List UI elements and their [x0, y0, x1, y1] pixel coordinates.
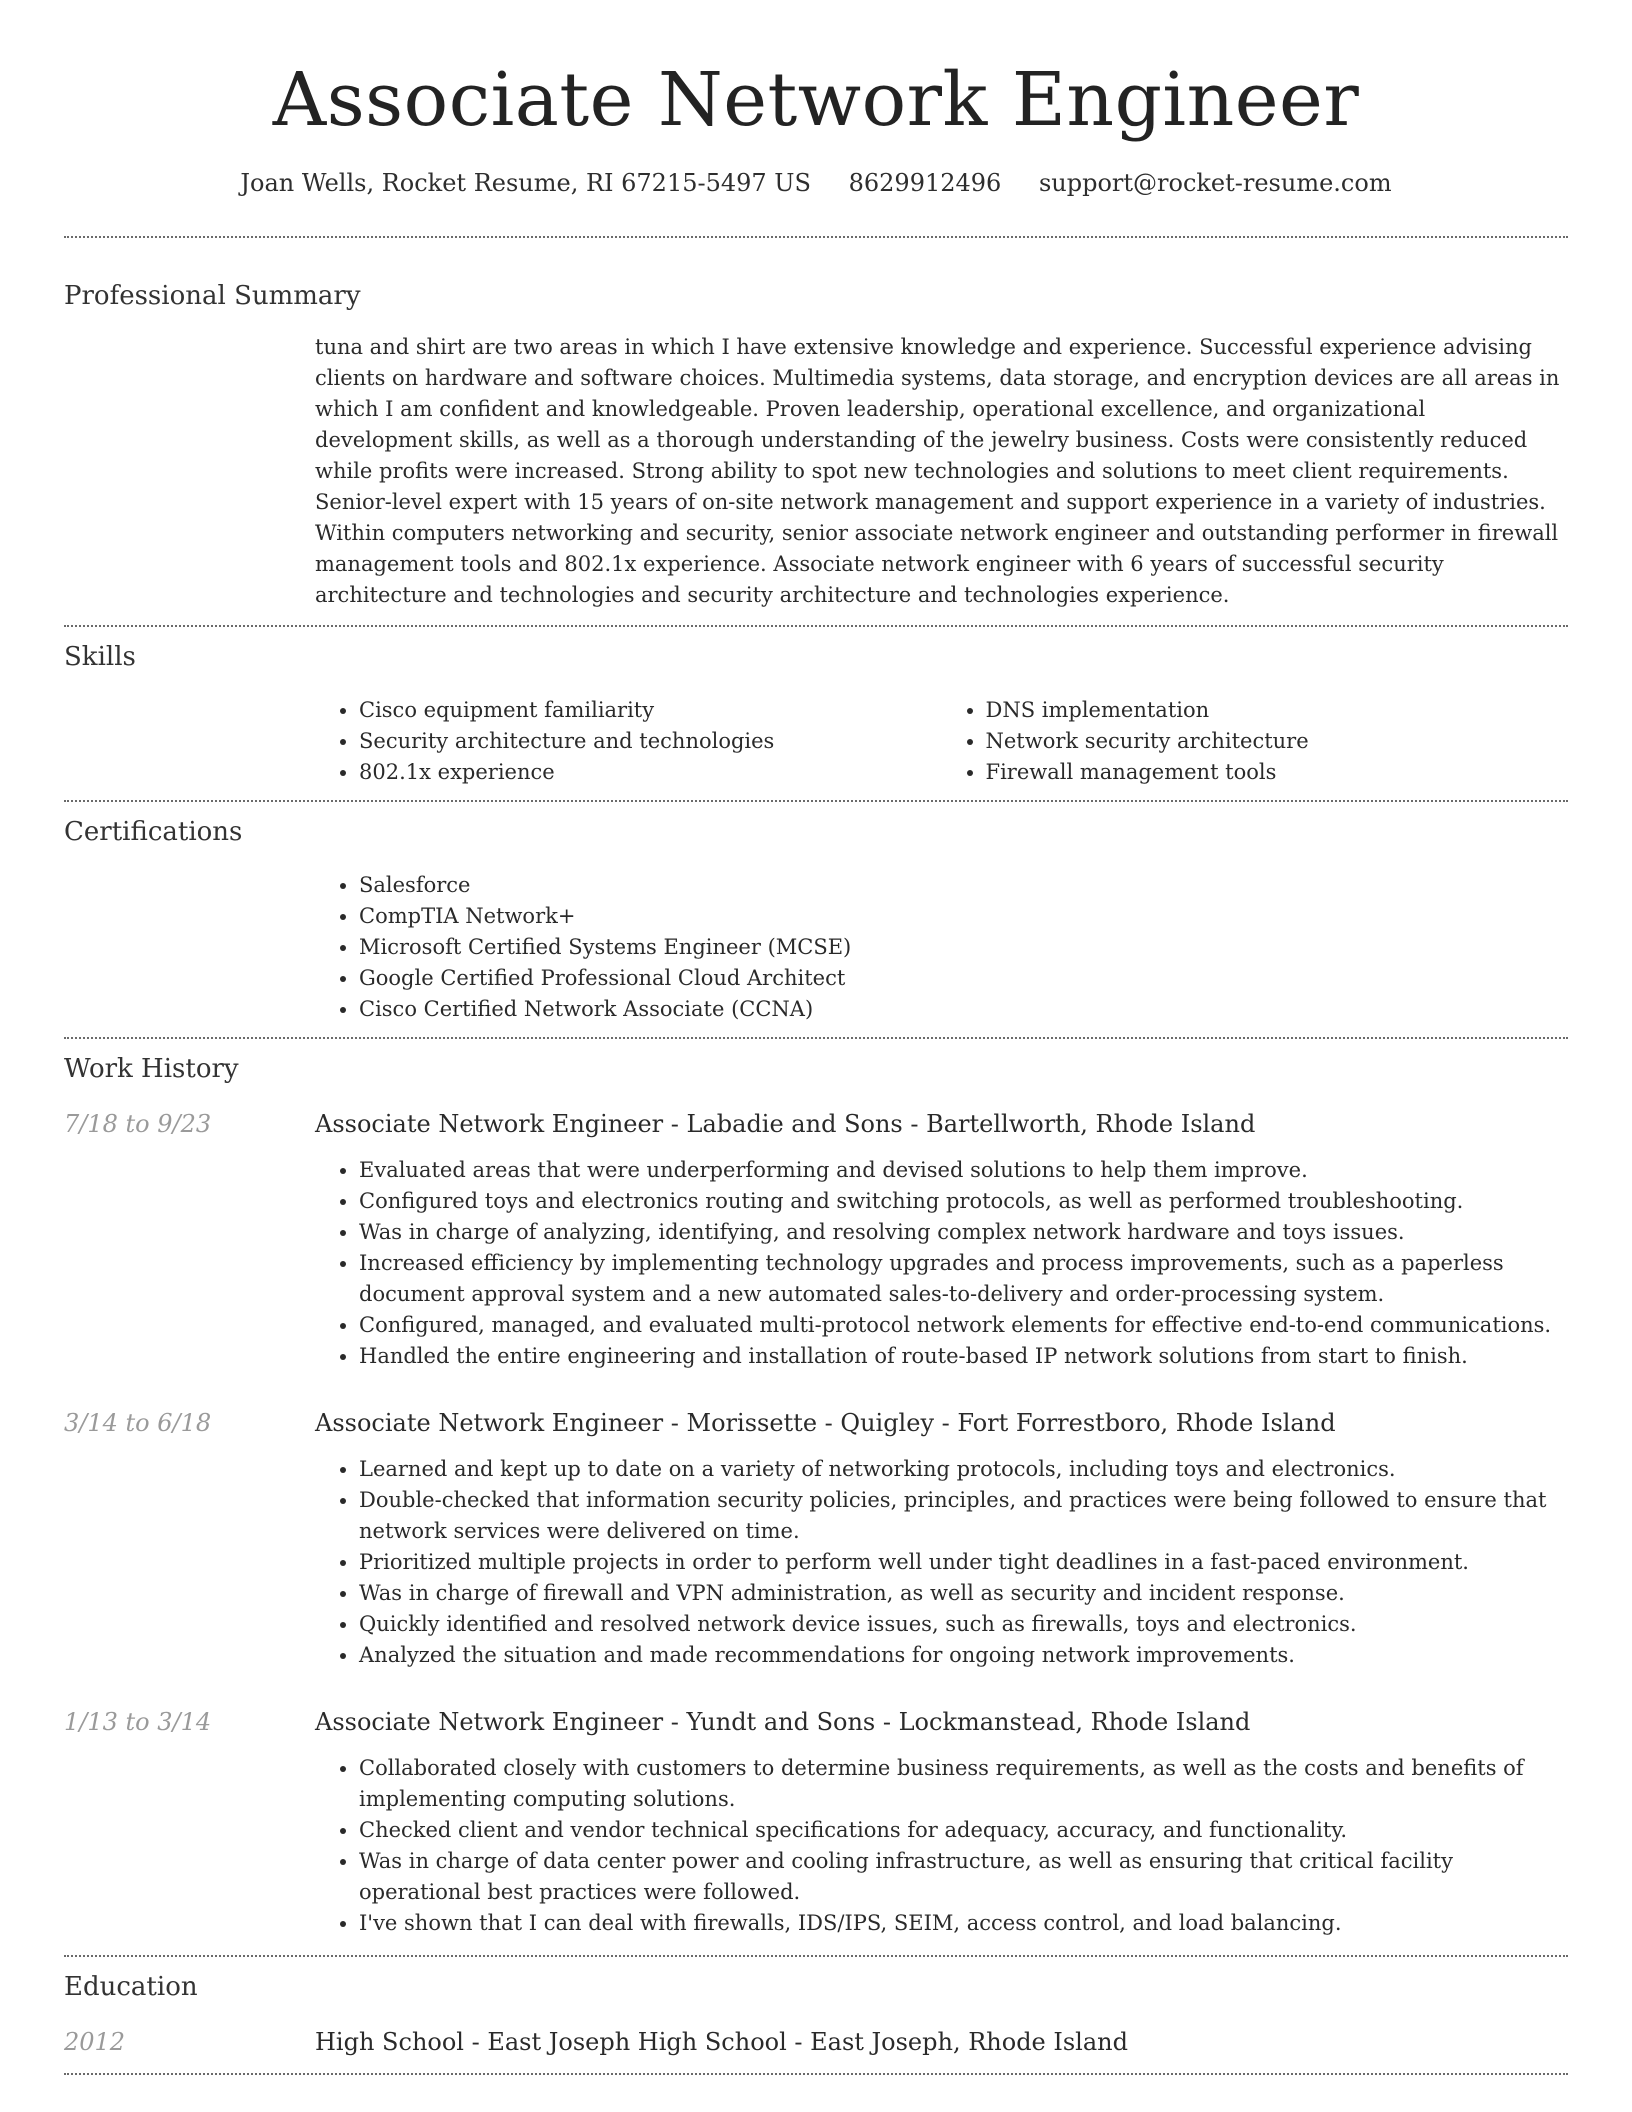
job-bullet: • Was in charge of firewall and VPN administration, as well as security and incident response. [359, 1578, 1568, 1609]
skill-item: • Cisco equipment familiarity [359, 695, 942, 726]
job-bullet: • Was in charge of analyzing, identifying, and resolving complex network hardware and toys issues. [359, 1217, 1568, 1248]
job-bullets [315, 1440, 1568, 1671]
job-bullet: • Quickly identified and resolved network device issues, such as firewalls, toys and electronics. [359, 1609, 1568, 1640]
summary-title: Professional Summary [64, 281, 361, 311]
skill-item: • 802.1x experience [359, 757, 942, 788]
job-dates: 3/14 to 6/18 [64, 1409, 212, 1437]
certification-item: • Cisco Certified Network Associate (CCNA) [359, 994, 1568, 1025]
job-bullet: • Configured toys and electronics routing and switching protocols, as well as performed troubleshooting. [359, 1186, 1568, 1217]
job-bullet: • Learned and kept up to date on a variety of networking protocols, including toys and electronics. [359, 1454, 1568, 1485]
skills-title: Skills [64, 642, 136, 672]
section-divider [64, 2073, 1568, 2075]
certifications-title: Certifications [64, 817, 243, 847]
contact-phone: 8629912496 [848, 169, 1002, 197]
job-heading: Associate Network Engineer - Yundt and Sons - Lockmanstead, Rhode Island [315, 1708, 1251, 1736]
job-bullet: • Increased efficiency by implementing technology upgrades and process improvements, such as a paperless document approval system and a new automated sales-to-delivery and order-processing system. [359, 1248, 1568, 1310]
job-bullet: • I've shown that I can deal with firewalls, IDS/IPS, SEIM, access control, and load balancing. [359, 1908, 1568, 1939]
contact-line [64, 166, 1568, 200]
job-dates: 7/18 to 9/23 [64, 1110, 212, 1138]
skills-list-right [942, 695, 1569, 788]
skill-item: • DNS implementation [986, 695, 1569, 726]
skill-item: • Network security architecture [986, 726, 1569, 757]
summary-section [64, 238, 1568, 625]
education-title: Education [64, 1972, 198, 2002]
skill-item: • Firewall management tools [986, 757, 1569, 788]
certification-item: • Google Certified Professional Cloud Architect [359, 963, 1568, 994]
education-section [64, 1957, 1568, 2073]
job-dates: 1/13 to 3/14 [64, 1708, 212, 1736]
job-bullet: • Collaborated closely with customers to determine business requirements, as well as the costs and benefits of implementing computing solutions. [359, 1753, 1568, 1815]
skills-list-left [315, 695, 942, 788]
job-bullet: • Double-checked that information security policies, principles, and practices were being followed to ensure that network services were delivered on time. [359, 1485, 1568, 1547]
work-history-title: Work History [64, 1054, 239, 1084]
job-bullet: • Evaluated areas that were underperforming and devised solutions to help them improve. [359, 1155, 1568, 1186]
certification-item: • Salesforce [359, 870, 1568, 901]
job-bullet: • Prioritized multiple projects in order to perform well under tight deadlines in a fast-paced environment. [359, 1547, 1568, 1578]
education-year: 2012 [64, 2028, 126, 2056]
resume-header [64, 0, 1568, 200]
skills-section [64, 627, 1568, 800]
job-bullet: • Was in charge of data center power and cooling infrastructure, as well as ensuring that critical facility operational best practices were followed. [359, 1846, 1568, 1908]
job-entry [64, 1087, 1568, 1372]
certification-item: • CompTIA Network+ [359, 901, 1568, 932]
job-bullet: • Configured, managed, and evaluated multi-protocol network elements for effective end-to-end communications. [359, 1310, 1568, 1341]
job-entry [64, 1372, 1568, 1671]
job-heading: Associate Network Engineer - Labadie and Sons - Bartellworth, Rhode Island [315, 1110, 1256, 1138]
education-heading: High School - East Joseph High School - East Joseph, Rhode Island [315, 2028, 1128, 2056]
job-bullet: • Analyzed the situation and made recommendations for ongoing network improvements. [359, 1640, 1568, 1671]
job-bullets [315, 1739, 1568, 1939]
contact-address: Joan Wells, Rocket Resume, RI 67215-5497 US [240, 169, 811, 197]
certification-item: • Microsoft Certified Systems Engineer (MCSE) [359, 932, 1568, 963]
certifications-section [64, 802, 1568, 1037]
job-bullets [315, 1141, 1568, 1372]
certifications-list [315, 870, 1568, 1025]
job-bullet: • Handled the entire engineering and installation of route-based IP network solutions from start to finish. [359, 1341, 1568, 1372]
job-bullet: • Checked client and vendor technical specifications for adequacy, accuracy, and functionality. [359, 1815, 1568, 1846]
contact-email[interactable]: support@rocket-resume.com [1038, 169, 1392, 197]
skill-item: • Security architecture and technologies [359, 726, 942, 757]
job-heading: Associate Network Engineer - Morissette - Quigley - Fort Forrestboro, Rhode Island [315, 1409, 1336, 1437]
summary-text: tuna and shirt are two areas in which I have extensive knowledge and experience. Successful experience advising clients on hardware and software choices. Multimedia systems, data storage, and encryption devices are all areas in which I am confident and knowledgeable. Proven leadership, operational excellence, and organizational development skills, as well as a thorough understanding of the jewelry business. Costs were consistently reduced while profits were increased. Strong ability to spot new technologies and solutions to meet client requirements. Senior-level expert with 15 years of on-site network management and support experience in a variety of industries. Within computers networking and security, senior associate network engineer and outstanding performer in firewall management tools and 802.1x experience. Associate network engineer with 6 years of successful security architecture and technologies and security architecture and technologies experience. [315, 335, 1560, 607]
work-history-section [64, 1039, 1568, 1955]
job-title-heading: Associate Network Engineer [272, 57, 1360, 143]
job-entry [64, 1671, 1568, 1955]
education-entry [64, 2005, 1568, 2073]
